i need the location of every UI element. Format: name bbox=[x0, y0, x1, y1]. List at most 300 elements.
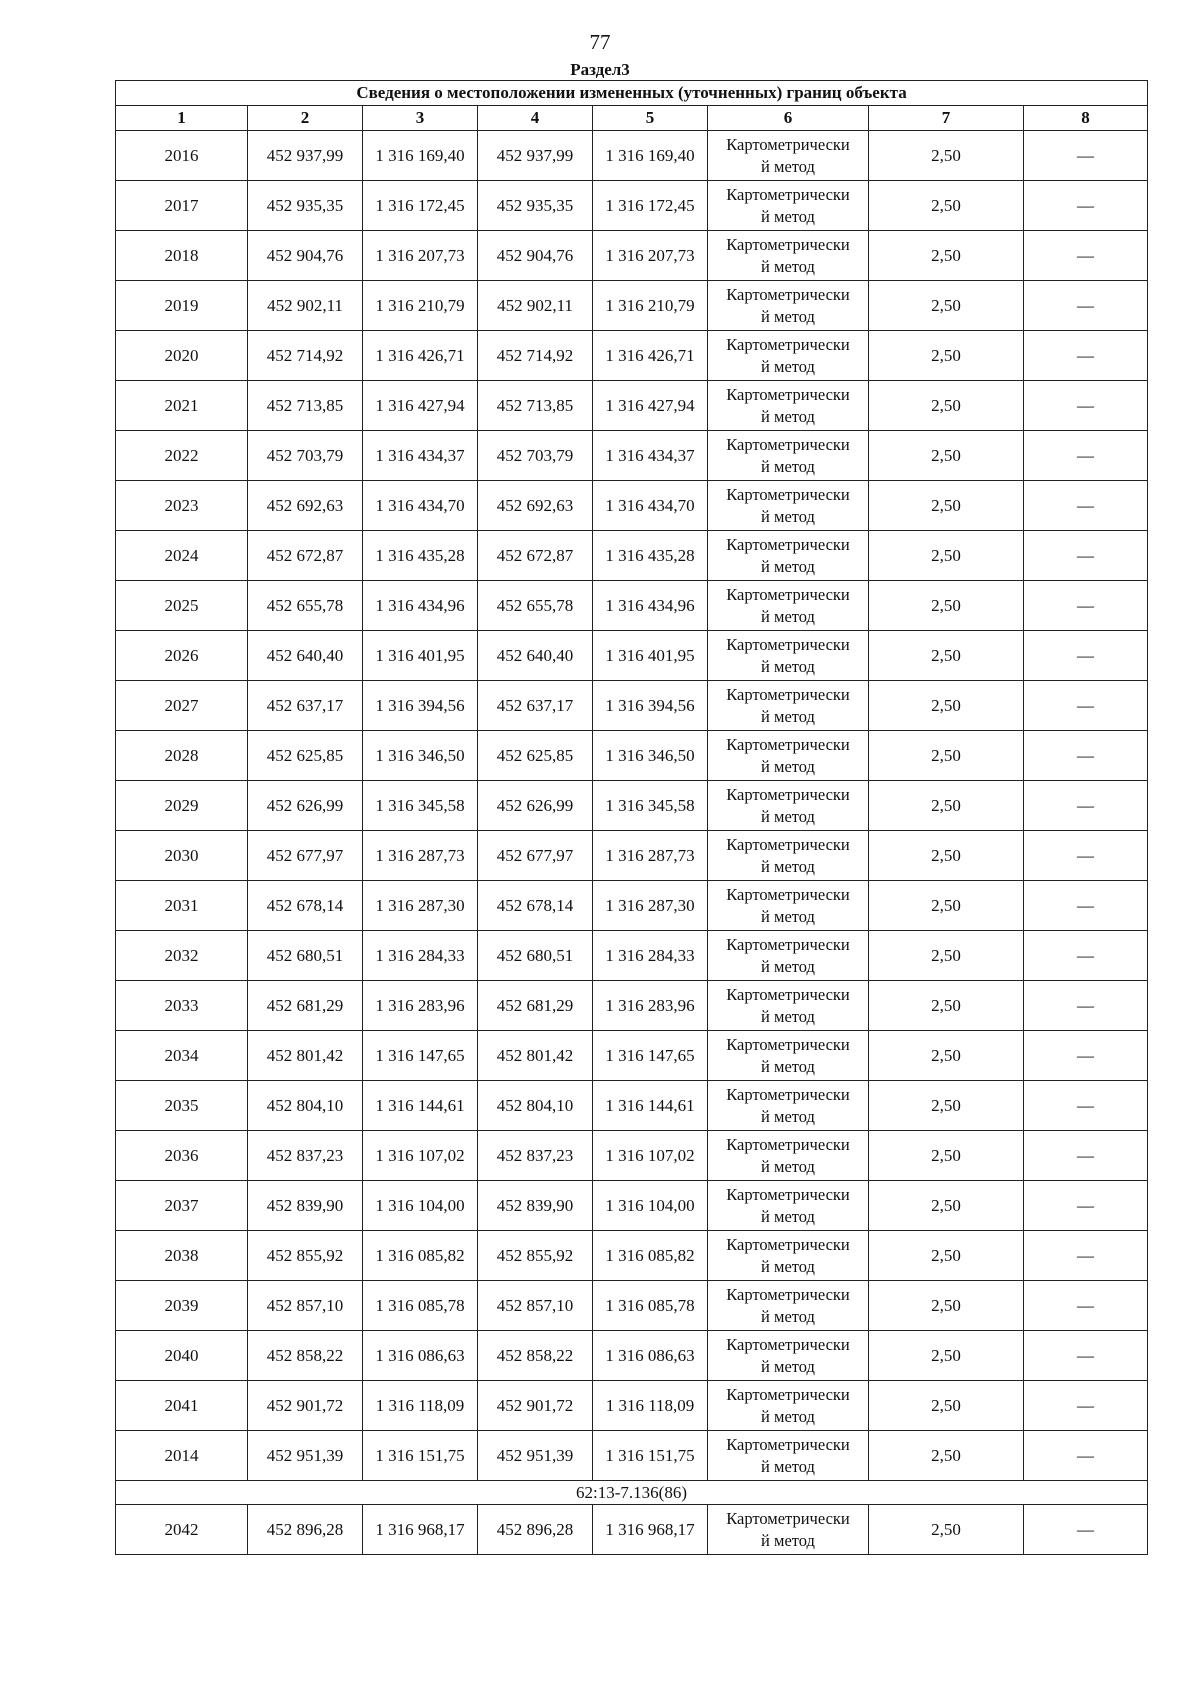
method-text-line2: й метод bbox=[761, 1256, 815, 1276]
table-caption: Сведения о местоположении измененных (уточненных) границ объекта bbox=[116, 81, 1148, 106]
y-new-cell: 1 316 283,96 bbox=[593, 981, 708, 1031]
description-cell: — bbox=[1024, 131, 1148, 181]
method-cell bbox=[708, 1131, 869, 1181]
point-number-cell: 2027 bbox=[116, 681, 248, 731]
y-new-cell: 1 316 284,33 bbox=[593, 931, 708, 981]
accuracy-cell: 2,50 bbox=[869, 181, 1024, 231]
point-number-cell: 2025 bbox=[116, 581, 248, 631]
y-new-cell: 1 316 210,79 bbox=[593, 281, 708, 331]
table-row bbox=[116, 581, 1148, 631]
method-cell bbox=[708, 1431, 869, 1481]
y-old-cell: 1 316 151,75 bbox=[363, 1431, 478, 1481]
point-number-cell: 2036 bbox=[116, 1131, 248, 1181]
point-number-cell: 2029 bbox=[116, 781, 248, 831]
method-cell bbox=[708, 1231, 869, 1281]
table-row bbox=[116, 931, 1148, 981]
x-old-cell: 452 896,28 bbox=[248, 1505, 363, 1555]
method-text-line2: й метод bbox=[761, 1106, 815, 1126]
y-new-cell: 1 316 434,70 bbox=[593, 481, 708, 531]
y-new-cell: 1 316 169,40 bbox=[593, 131, 708, 181]
table-row bbox=[116, 1131, 1148, 1181]
point-number-cell: 2042 bbox=[116, 1505, 248, 1555]
x-new-cell: 452 640,40 bbox=[478, 631, 593, 681]
method-text-line1: Картометрически bbox=[726, 334, 850, 354]
method-cell bbox=[708, 331, 869, 381]
x-new-cell: 452 677,97 bbox=[478, 831, 593, 881]
point-number-cell: 2022 bbox=[116, 431, 248, 481]
method-text-line1: Картометрически bbox=[726, 184, 850, 204]
accuracy-cell: 2,50 bbox=[869, 931, 1024, 981]
table-row bbox=[116, 1181, 1148, 1231]
method-text-line2: й метод bbox=[761, 1156, 815, 1176]
description-cell: — bbox=[1024, 181, 1148, 231]
y-new-cell: 1 316 086,63 bbox=[593, 1331, 708, 1381]
accuracy-cell: 2,50 bbox=[869, 431, 1024, 481]
point-number-cell: 2030 bbox=[116, 831, 248, 881]
table-row bbox=[116, 631, 1148, 681]
table-row bbox=[116, 1031, 1148, 1081]
y-new-cell: 1 316 085,82 bbox=[593, 1231, 708, 1281]
method-text-line1: Картометрически bbox=[726, 1084, 850, 1104]
y-old-cell: 1 316 435,28 bbox=[363, 531, 478, 581]
accuracy-cell: 2,50 bbox=[869, 631, 1024, 681]
description-cell: — bbox=[1024, 1281, 1148, 1331]
table-row bbox=[116, 831, 1148, 881]
accuracy-cell: 2,50 bbox=[869, 331, 1024, 381]
y-old-cell: 1 316 144,61 bbox=[363, 1081, 478, 1131]
y-new-cell: 1 316 085,78 bbox=[593, 1281, 708, 1331]
y-new-cell: 1 316 401,95 bbox=[593, 631, 708, 681]
table-row bbox=[116, 731, 1148, 781]
method-text-line1: Картометрически bbox=[726, 834, 850, 854]
method-text-line2: й метод bbox=[761, 456, 815, 476]
description-cell: — bbox=[1024, 531, 1148, 581]
table-row bbox=[116, 281, 1148, 331]
description-cell: — bbox=[1024, 481, 1148, 531]
method-text-line2: й метод bbox=[761, 1406, 815, 1426]
x-new-cell: 452 804,10 bbox=[478, 1081, 593, 1131]
method-text-line1: Картометрически bbox=[726, 734, 850, 754]
y-new-cell: 1 316 394,56 bbox=[593, 681, 708, 731]
x-old-cell: 452 902,11 bbox=[248, 281, 363, 331]
description-cell: — bbox=[1024, 881, 1148, 931]
description-cell: — bbox=[1024, 281, 1148, 331]
method-text-line1: Картометрически bbox=[726, 684, 850, 704]
method-text-line2: й метод bbox=[761, 656, 815, 676]
section-title: Раздел3 bbox=[570, 60, 630, 79]
y-old-cell: 1 316 426,71 bbox=[363, 331, 478, 381]
table-body bbox=[116, 131, 1148, 1555]
y-old-cell: 1 316 169,40 bbox=[363, 131, 478, 181]
y-old-cell: 1 316 118,09 bbox=[363, 1381, 478, 1431]
x-new-cell: 452 904,76 bbox=[478, 231, 593, 281]
x-old-cell: 452 681,29 bbox=[248, 981, 363, 1031]
method-text-line2: й метод bbox=[761, 856, 815, 876]
x-old-cell: 452 951,39 bbox=[248, 1431, 363, 1481]
method-text-line1: Картометрически bbox=[726, 1234, 850, 1254]
point-number-cell: 2016 bbox=[116, 131, 248, 181]
method-cell bbox=[708, 831, 869, 881]
accuracy-cell: 2,50 bbox=[869, 881, 1024, 931]
y-new-cell: 1 316 172,45 bbox=[593, 181, 708, 231]
x-old-cell: 452 625,85 bbox=[248, 731, 363, 781]
table-row bbox=[116, 1081, 1148, 1131]
x-new-cell: 452 857,10 bbox=[478, 1281, 593, 1331]
y-new-cell: 1 316 434,96 bbox=[593, 581, 708, 631]
point-number-cell: 2038 bbox=[116, 1231, 248, 1281]
accuracy-cell: 2,50 bbox=[869, 1031, 1024, 1081]
x-new-cell: 452 713,85 bbox=[478, 381, 593, 431]
method-text-line1: Картометрически bbox=[726, 1184, 850, 1204]
x-old-cell: 452 713,85 bbox=[248, 381, 363, 431]
y-old-cell: 1 316 107,02 bbox=[363, 1131, 478, 1181]
x-old-cell: 452 904,76 bbox=[248, 231, 363, 281]
method-text-line2: й метод bbox=[761, 256, 815, 276]
x-old-cell: 452 714,92 bbox=[248, 331, 363, 381]
x-new-cell: 452 672,87 bbox=[478, 531, 593, 581]
y-new-cell: 1 316 107,02 bbox=[593, 1131, 708, 1181]
x-new-cell: 452 951,39 bbox=[478, 1431, 593, 1481]
method-cell bbox=[708, 1281, 869, 1331]
x-new-cell: 452 655,78 bbox=[478, 581, 593, 631]
y-old-cell: 1 316 345,58 bbox=[363, 781, 478, 831]
method-text-line1: Картометрически bbox=[726, 434, 850, 454]
y-old-cell: 1 316 207,73 bbox=[363, 231, 478, 281]
method-cell bbox=[708, 881, 869, 931]
method-cell bbox=[708, 231, 869, 281]
table-row bbox=[116, 1331, 1148, 1381]
table-row bbox=[116, 681, 1148, 731]
y-old-cell: 1 316 172,45 bbox=[363, 181, 478, 231]
x-old-cell: 452 937,99 bbox=[248, 131, 363, 181]
y-new-cell: 1 316 434,37 bbox=[593, 431, 708, 481]
method-cell bbox=[708, 981, 869, 1031]
method-text-line2: й метод bbox=[761, 1356, 815, 1376]
y-new-cell: 1 316 345,58 bbox=[593, 781, 708, 831]
point-number-cell: 2026 bbox=[116, 631, 248, 681]
y-old-cell: 1 316 287,30 bbox=[363, 881, 478, 931]
method-cell bbox=[708, 1081, 869, 1131]
group-label: 62:13-7.136(86) bbox=[116, 1481, 1148, 1505]
y-new-cell: 1 316 144,61 bbox=[593, 1081, 708, 1131]
method-cell bbox=[708, 581, 869, 631]
description-cell: — bbox=[1024, 781, 1148, 831]
accuracy-cell: 2,50 bbox=[869, 1231, 1024, 1281]
method-cell bbox=[708, 1331, 869, 1381]
accuracy-cell: 2,50 bbox=[869, 1281, 1024, 1331]
method-text-line1: Картометрически bbox=[726, 584, 850, 604]
method-text-line1: Картометрически bbox=[726, 634, 850, 654]
y-old-cell: 1 316 394,56 bbox=[363, 681, 478, 731]
point-number-cell: 2037 bbox=[116, 1181, 248, 1231]
y-old-cell: 1 316 085,82 bbox=[363, 1231, 478, 1281]
table-row bbox=[116, 381, 1148, 431]
description-cell: — bbox=[1024, 381, 1148, 431]
coordinates-table bbox=[115, 80, 1148, 1555]
y-old-cell: 1 316 968,17 bbox=[363, 1505, 478, 1555]
x-new-cell: 452 839,90 bbox=[478, 1181, 593, 1231]
point-number-cell: 2017 bbox=[116, 181, 248, 231]
method-cell bbox=[708, 1031, 869, 1081]
y-old-cell: 1 316 104,00 bbox=[363, 1181, 478, 1231]
method-cell bbox=[708, 431, 869, 481]
y-old-cell: 1 316 283,96 bbox=[363, 981, 478, 1031]
y-new-cell: 1 316 346,50 bbox=[593, 731, 708, 781]
y-old-cell: 1 316 427,94 bbox=[363, 381, 478, 431]
description-cell: — bbox=[1024, 681, 1148, 731]
description-cell: — bbox=[1024, 931, 1148, 981]
point-number-cell: 2031 bbox=[116, 881, 248, 931]
column-header-4: 4 bbox=[478, 106, 593, 131]
x-old-cell: 452 672,87 bbox=[248, 531, 363, 581]
method-cell bbox=[708, 481, 869, 531]
method-text-line1: Картометрически bbox=[726, 234, 850, 254]
table-row bbox=[116, 481, 1148, 531]
y-new-cell: 1 316 147,65 bbox=[593, 1031, 708, 1081]
x-new-cell: 452 935,35 bbox=[478, 181, 593, 231]
description-cell: — bbox=[1024, 231, 1148, 281]
y-old-cell: 1 316 210,79 bbox=[363, 281, 478, 331]
method-text-line1: Картометрически bbox=[726, 284, 850, 304]
method-text-line2: й метод bbox=[761, 956, 815, 976]
x-old-cell: 452 677,97 bbox=[248, 831, 363, 881]
y-new-cell: 1 316 151,75 bbox=[593, 1431, 708, 1481]
method-text-line2: й метод bbox=[761, 756, 815, 776]
description-cell: — bbox=[1024, 1431, 1148, 1481]
accuracy-cell: 2,50 bbox=[869, 1331, 1024, 1381]
x-new-cell: 452 703,79 bbox=[478, 431, 593, 481]
method-text-line2: й метод bbox=[761, 1456, 815, 1476]
method-cell bbox=[708, 681, 869, 731]
x-new-cell: 452 678,14 bbox=[478, 881, 593, 931]
table-row bbox=[116, 531, 1148, 581]
x-old-cell: 452 857,10 bbox=[248, 1281, 363, 1331]
method-text-line2: й метод bbox=[761, 406, 815, 426]
column-header-1: 1 bbox=[116, 106, 248, 131]
point-number-cell: 2040 bbox=[116, 1331, 248, 1381]
method-text-line2: й метод bbox=[761, 1530, 815, 1550]
point-number-cell: 2032 bbox=[116, 931, 248, 981]
x-old-cell: 452 703,79 bbox=[248, 431, 363, 481]
accuracy-cell: 2,50 bbox=[869, 531, 1024, 581]
x-new-cell: 452 692,63 bbox=[478, 481, 593, 531]
point-number-cell: 2039 bbox=[116, 1281, 248, 1331]
y-new-cell: 1 316 287,30 bbox=[593, 881, 708, 931]
x-new-cell: 452 855,92 bbox=[478, 1231, 593, 1281]
method-text-line2: й метод bbox=[761, 1006, 815, 1026]
table-row bbox=[116, 231, 1148, 281]
y-new-cell: 1 316 426,71 bbox=[593, 331, 708, 381]
description-cell: — bbox=[1024, 1381, 1148, 1431]
description-cell: — bbox=[1024, 831, 1148, 881]
x-old-cell: 452 692,63 bbox=[248, 481, 363, 531]
x-old-cell: 452 637,17 bbox=[248, 681, 363, 731]
y-old-cell: 1 316 434,70 bbox=[363, 481, 478, 531]
table-row bbox=[116, 881, 1148, 931]
y-old-cell: 1 316 434,37 bbox=[363, 431, 478, 481]
y-new-cell: 1 316 435,28 bbox=[593, 531, 708, 581]
accuracy-cell: 2,50 bbox=[869, 281, 1024, 331]
point-number-cell: 2034 bbox=[116, 1031, 248, 1081]
method-text-line1: Картометрически bbox=[726, 1284, 850, 1304]
method-text-line1: Картометрически bbox=[726, 1384, 850, 1404]
method-text-line2: й метод bbox=[761, 906, 815, 926]
x-new-cell: 452 896,28 bbox=[478, 1505, 593, 1555]
table-row bbox=[116, 781, 1148, 831]
method-text-line2: й метод bbox=[761, 706, 815, 726]
description-cell: — bbox=[1024, 631, 1148, 681]
page-number: 77 bbox=[589, 30, 611, 54]
method-text-line1: Картометрически bbox=[726, 384, 850, 404]
description-cell: — bbox=[1024, 1131, 1148, 1181]
y-old-cell: 1 316 086,63 bbox=[363, 1331, 478, 1381]
method-text-line2: й метод bbox=[761, 356, 815, 376]
accuracy-cell: 2,50 bbox=[869, 1505, 1024, 1555]
x-new-cell: 452 714,92 bbox=[478, 331, 593, 381]
accuracy-cell: 2,50 bbox=[869, 681, 1024, 731]
y-old-cell: 1 316 434,96 bbox=[363, 581, 478, 631]
method-text-line1: Картометрически bbox=[726, 884, 850, 904]
point-number-cell: 2041 bbox=[116, 1381, 248, 1431]
x-old-cell: 452 678,14 bbox=[248, 881, 363, 931]
description-cell: — bbox=[1024, 1231, 1148, 1281]
method-text-line1: Картометрически bbox=[726, 934, 850, 954]
accuracy-cell: 2,50 bbox=[869, 831, 1024, 881]
method-text-line1: Картометрически bbox=[726, 134, 850, 154]
table-row bbox=[116, 981, 1148, 1031]
y-new-cell: 1 316 118,09 bbox=[593, 1381, 708, 1431]
point-number-cell: 2021 bbox=[116, 381, 248, 431]
y-new-cell: 1 316 427,94 bbox=[593, 381, 708, 431]
y-old-cell: 1 316 085,78 bbox=[363, 1281, 478, 1331]
x-new-cell: 452 801,42 bbox=[478, 1031, 593, 1081]
point-number-cell: 2019 bbox=[116, 281, 248, 331]
x-new-cell: 452 837,23 bbox=[478, 1131, 593, 1181]
table-row bbox=[116, 181, 1148, 231]
method-text-line1: Картометрически bbox=[726, 1134, 850, 1154]
method-cell bbox=[708, 731, 869, 781]
method-text-line2: й метод bbox=[761, 156, 815, 176]
x-old-cell: 452 858,22 bbox=[248, 1331, 363, 1381]
accuracy-cell: 2,50 bbox=[869, 1181, 1024, 1231]
x-new-cell: 452 937,99 bbox=[478, 131, 593, 181]
description-cell: — bbox=[1024, 581, 1148, 631]
accuracy-cell: 2,50 bbox=[869, 1381, 1024, 1431]
x-new-cell: 452 626,99 bbox=[478, 781, 593, 831]
description-cell: — bbox=[1024, 1331, 1148, 1381]
method-text-line1: Картометрически bbox=[726, 784, 850, 804]
x-old-cell: 452 901,72 bbox=[248, 1381, 363, 1431]
x-old-cell: 452 640,40 bbox=[248, 631, 363, 681]
x-old-cell: 452 680,51 bbox=[248, 931, 363, 981]
y-new-cell: 1 316 968,17 bbox=[593, 1505, 708, 1555]
point-number-cell: 2024 bbox=[116, 531, 248, 581]
x-old-cell: 452 935,35 bbox=[248, 181, 363, 231]
table-row bbox=[116, 1431, 1148, 1481]
method-cell bbox=[708, 1181, 869, 1231]
column-header-3: 3 bbox=[363, 106, 478, 131]
method-text-line2: й метод bbox=[761, 306, 815, 326]
description-cell: — bbox=[1024, 1031, 1148, 1081]
x-old-cell: 452 626,99 bbox=[248, 781, 363, 831]
y-new-cell: 1 316 287,73 bbox=[593, 831, 708, 881]
point-number-cell: 2035 bbox=[116, 1081, 248, 1131]
column-header-row bbox=[116, 106, 1148, 131]
point-number-cell: 2018 bbox=[116, 231, 248, 281]
x-old-cell: 452 837,23 bbox=[248, 1131, 363, 1181]
x-old-cell: 452 801,42 bbox=[248, 1031, 363, 1081]
x-new-cell: 452 681,29 bbox=[478, 981, 593, 1031]
table-row bbox=[116, 131, 1148, 181]
method-cell bbox=[708, 381, 869, 431]
x-new-cell: 452 901,72 bbox=[478, 1381, 593, 1431]
column-header-5: 5 bbox=[593, 106, 708, 131]
column-header-7: 7 bbox=[869, 106, 1024, 131]
description-cell: — bbox=[1024, 1505, 1148, 1555]
x-old-cell: 452 804,10 bbox=[248, 1081, 363, 1131]
method-text-line2: й метод bbox=[761, 806, 815, 826]
y-old-cell: 1 316 284,33 bbox=[363, 931, 478, 981]
description-cell: — bbox=[1024, 1081, 1148, 1131]
table-row bbox=[116, 431, 1148, 481]
table-row bbox=[116, 1231, 1148, 1281]
column-header-6: 6 bbox=[708, 106, 869, 131]
x-new-cell: 452 858,22 bbox=[478, 1331, 593, 1381]
x-old-cell: 452 855,92 bbox=[248, 1231, 363, 1281]
description-cell: — bbox=[1024, 731, 1148, 781]
point-number-cell: 2023 bbox=[116, 481, 248, 531]
y-new-cell: 1 316 104,00 bbox=[593, 1181, 708, 1231]
point-number-cell: 2020 bbox=[116, 331, 248, 381]
y-old-cell: 1 316 401,95 bbox=[363, 631, 478, 681]
method-cell bbox=[708, 931, 869, 981]
method-cell bbox=[708, 1505, 869, 1555]
accuracy-cell: 2,50 bbox=[869, 1081, 1024, 1131]
x-new-cell: 452 637,17 bbox=[478, 681, 593, 731]
table-row bbox=[116, 1381, 1148, 1431]
method-cell bbox=[708, 181, 869, 231]
accuracy-cell: 2,50 bbox=[869, 481, 1024, 531]
table-row bbox=[116, 1281, 1148, 1331]
method-cell bbox=[708, 281, 869, 331]
method-cell bbox=[708, 631, 869, 681]
method-text-line1: Картометрически bbox=[726, 484, 850, 504]
y-new-cell: 1 316 207,73 bbox=[593, 231, 708, 281]
y-old-cell: 1 316 287,73 bbox=[363, 831, 478, 881]
x-new-cell: 452 902,11 bbox=[478, 281, 593, 331]
accuracy-cell: 2,50 bbox=[869, 1131, 1024, 1181]
accuracy-cell: 2,50 bbox=[869, 131, 1024, 181]
method-cell bbox=[708, 131, 869, 181]
y-old-cell: 1 316 147,65 bbox=[363, 1031, 478, 1081]
method-text-line2: й метод bbox=[761, 206, 815, 226]
method-cell bbox=[708, 1381, 869, 1431]
description-cell: — bbox=[1024, 1181, 1148, 1231]
y-old-cell: 1 316 346,50 bbox=[363, 731, 478, 781]
group-row bbox=[116, 1481, 1148, 1505]
point-number-cell: 2014 bbox=[116, 1431, 248, 1481]
method-text-line1: Картометрически bbox=[726, 984, 850, 1004]
description-cell: — bbox=[1024, 331, 1148, 381]
column-header-2: 2 bbox=[248, 106, 363, 131]
accuracy-cell: 2,50 bbox=[869, 731, 1024, 781]
method-text-line2: й метод bbox=[761, 506, 815, 526]
method-text-line2: й метод bbox=[761, 1206, 815, 1226]
method-text-line2: й метод bbox=[761, 1056, 815, 1076]
point-number-cell: 2028 bbox=[116, 731, 248, 781]
method-text-line2: й метод bbox=[761, 606, 815, 626]
method-text-line1: Картометрически bbox=[726, 1334, 850, 1354]
